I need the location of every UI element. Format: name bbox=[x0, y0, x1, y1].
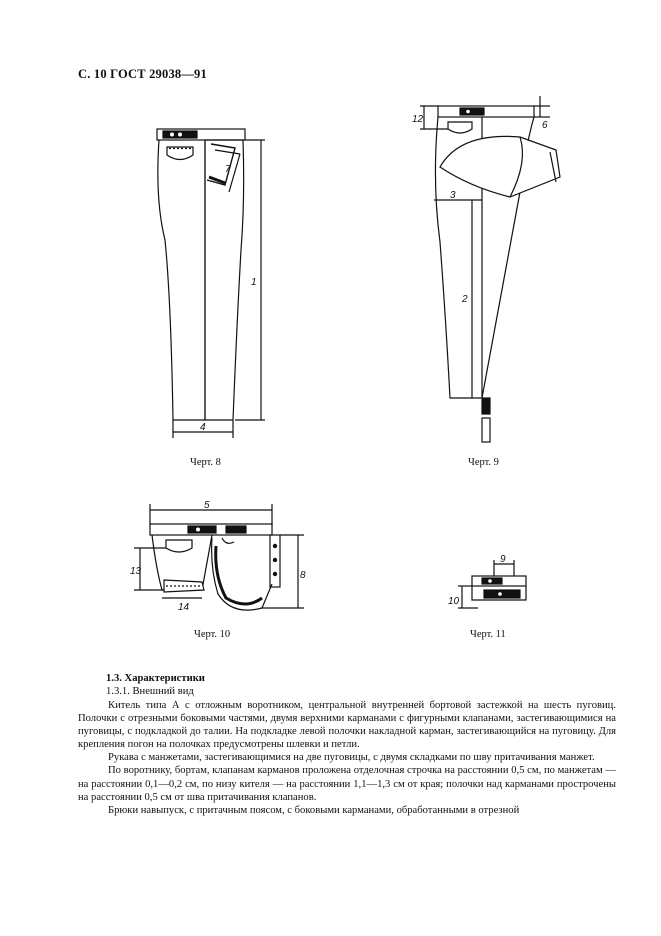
figure-10-label-13: 13 bbox=[130, 566, 142, 577]
figure-10-label-8: 8 bbox=[300, 570, 306, 581]
paragraph-4: Брюки навыпуск, с притачным поясом, с боковыми карманами, обработанными в отрезной bbox=[108, 804, 520, 816]
figure-10-waist-detail bbox=[122, 498, 312, 622]
figure-8-drawing bbox=[145, 120, 275, 450]
figure-9-label-12: 12 bbox=[412, 114, 424, 125]
figure-9-label-3: 3 bbox=[450, 190, 456, 201]
figure-8-label-1: 1 bbox=[251, 277, 257, 288]
figure-9-label-2: 2 bbox=[462, 294, 468, 305]
figure-11-drawing bbox=[448, 552, 538, 622]
figure-8-label-7: 7 bbox=[225, 164, 231, 175]
figure-10-label-14: 14 bbox=[178, 602, 190, 613]
figure-11-caption: Черт. 11 bbox=[470, 629, 506, 640]
figure-10-label-5: 5 bbox=[204, 500, 210, 511]
figure-8-caption: Черт. 8 bbox=[190, 457, 221, 468]
figure-9-caption: Черт. 9 bbox=[468, 457, 499, 468]
paragraph-1: Китель типа А с отложным воротником, центральной внутренней бортовой застежкой на шесть пуговиц. Полочки с отрезными боковыми частями, двумя верхними карманами с фигурными клапанами, застегивающимися на пуговицы, с подкладкой до талии. На подкладке левой полочки накладной карман, застегивающийся на пуговицу. Для крепления погон на полочках предусмотрены шлевки и петли. bbox=[78, 700, 616, 751]
figure-9-drawing bbox=[410, 92, 570, 452]
section-body bbox=[78, 699, 616, 817]
section-heading: 1.3. Характеристики bbox=[106, 673, 205, 684]
subsection-heading: 1.3.1. Внешний вид bbox=[106, 686, 194, 697]
figure-9-trousers-side bbox=[410, 92, 570, 452]
figure-11-small-detail bbox=[448, 552, 538, 622]
figure-9-label-6: 6 bbox=[542, 120, 548, 131]
figure-11-label-10: 10 bbox=[448, 596, 460, 607]
paragraph-2: Рукава с манжетами, застегивающимися на две пуговицы, с двумя складками по шву притачивания манжет. bbox=[108, 752, 595, 764]
paragraph-3: По воротнику, бортам, клапанам карманов проложена отделочная строчка на расстоянии 0,5 см, по манжетам — на расстоянии 0,1—0,2 см, по низу кителя — на расстоянии 1,1—1,3 см от края; полочки над карманами прострочены на расстоянии 0,5 см от шва притачивания клапанов. bbox=[78, 765, 616, 803]
figure-8-label-4: 4 bbox=[200, 422, 206, 433]
figure-10-drawing bbox=[122, 498, 312, 622]
figure-10-caption: Черт. 10 bbox=[194, 629, 231, 640]
figure-8-trousers-front bbox=[145, 120, 275, 450]
figure-11-label-9: 9 bbox=[500, 554, 506, 565]
running-header: С. 10 ГОСТ 29038—91 bbox=[78, 67, 207, 81]
